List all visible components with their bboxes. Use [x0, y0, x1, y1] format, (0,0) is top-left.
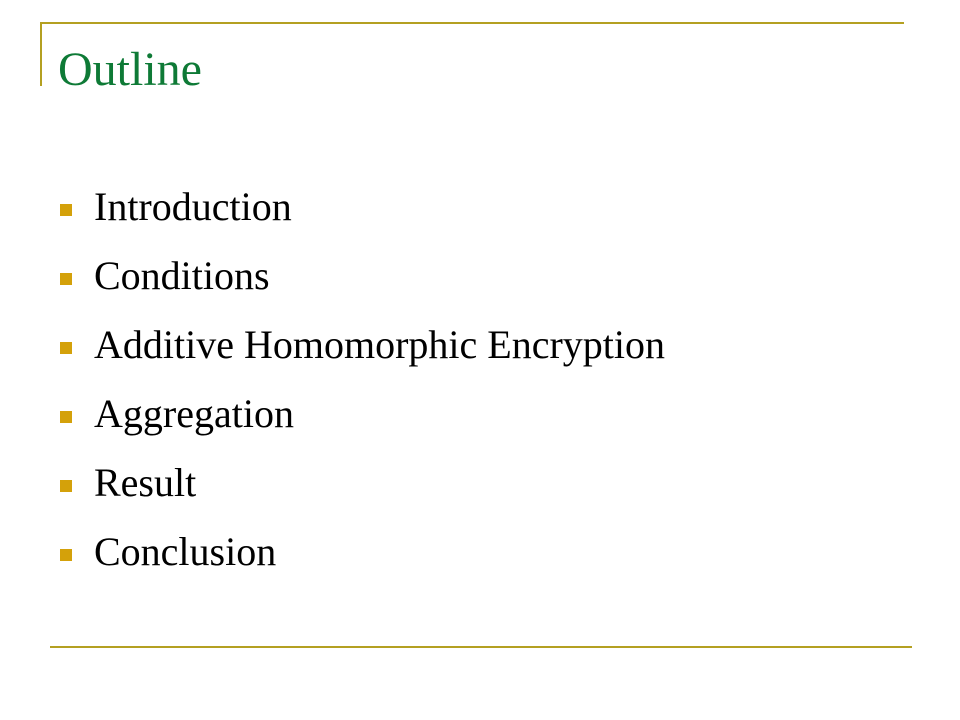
bullet-item-conclusion [60, 517, 665, 586]
bullet-text: Introduction [94, 183, 292, 229]
footer-divider-line [50, 646, 912, 648]
square-bullet-icon [60, 549, 72, 561]
bullet-item-aggregation [60, 379, 665, 448]
bullet-list [60, 172, 665, 586]
square-bullet-icon [60, 411, 72, 423]
bullet-text: Aggregation [94, 390, 294, 436]
square-bullet-icon [60, 204, 72, 216]
bullet-item-result [60, 448, 665, 517]
bullet-text: Result [94, 459, 197, 505]
title-frame-top-line [40, 22, 904, 24]
bullet-item-additive-homomorphic-encryption [60, 310, 665, 379]
slide-title: Outline [58, 43, 202, 96]
bullet-item-introduction [60, 172, 665, 241]
square-bullet-icon [60, 273, 72, 285]
bullet-text: Conditions [94, 252, 270, 298]
bullet-text: Conclusion [94, 528, 277, 574]
square-bullet-icon [60, 480, 72, 492]
square-bullet-icon [60, 342, 72, 354]
title-frame-left-line [40, 22, 42, 86]
bullet-text: Additive Homomorphic Encryption [94, 321, 666, 367]
bullet-item-conditions [60, 241, 665, 310]
